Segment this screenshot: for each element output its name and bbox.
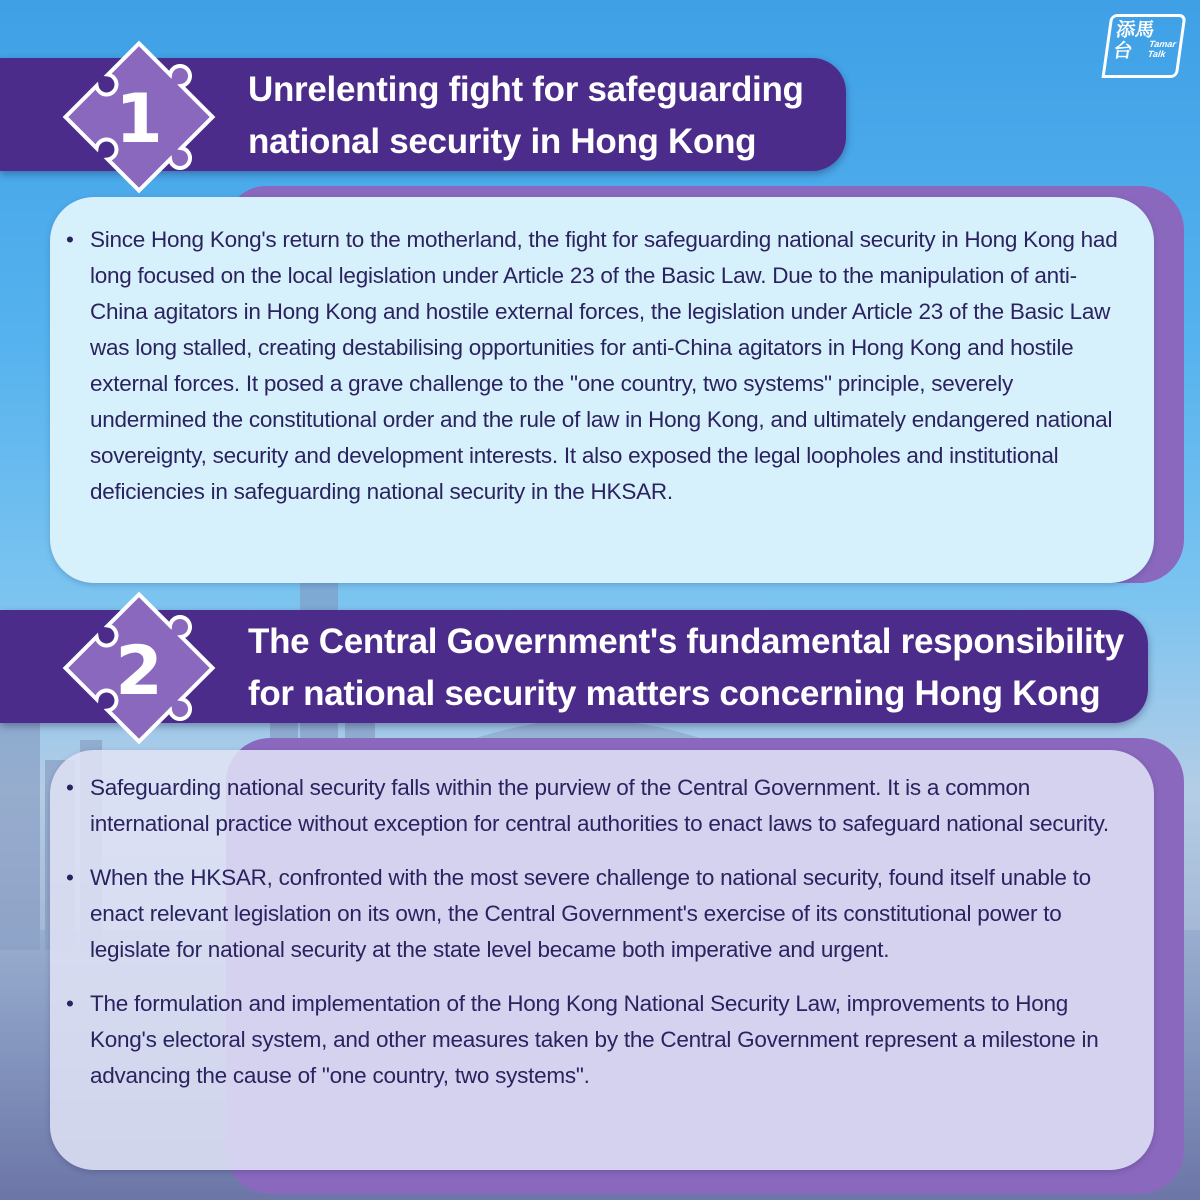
list-item [66, 860, 1132, 968]
section-1-title-line2: national security in Hong Kong [248, 122, 757, 161]
list-item [66, 770, 1132, 842]
list-item-text: When the HKSAR, confronted with the most severe challenge to national security, found itself unable to enact relevant legislation on its own, the Central Government's exercise of its constitutional power to legislate for national security at the state level became both imperative and urgent. [90, 865, 1091, 962]
bullet-dot-icon: • [66, 227, 74, 252]
bullet-dot-icon: • [66, 991, 74, 1016]
list-item [66, 222, 1132, 510]
list-item-text: Since Hong Kong's return to the motherland, the fight for safeguarding national security in Hong Kong had long focused on the local legislation under Article 23 of the Basic Law. Due to the manipulation of anti-China agitators in Hong Kong and hostile external forces, the legislation under Article 23 of the Basic Law was long stalled, creating destabilising opportunities for anti-China agitators in Hong Kong and hostile external forces. It posed a grave challenge to the "one country, two systems" principle, severely undermined the constitutional order and the rule of law in Hong Kong, and ultimately endangered national sovereignty, security and development interests. It also exposed the legal loopholes and institutional deficiencies in safeguarding national security in the HKSAR. [90, 227, 1118, 504]
section-2-title-line2: for national security matters concerning Hong Kong [248, 674, 1101, 713]
bullet-dot-icon: • [66, 775, 74, 800]
list-item-text: Safeguarding national security falls within the purview of the Central Government. It is a common international practice without exception for central authorities to enact laws to safeguard national security. [90, 775, 1109, 836]
section-2-title [248, 616, 1124, 720]
section-2-bullet-list [66, 770, 1132, 1112]
logo-chinese-text: 添馬台 [1111, 19, 1156, 62]
section-1-title [248, 64, 804, 168]
list-item-text: The formulation and implementation of the Hong Kong National Security Law, improvements to Hong Kong's electoral system, and other measures taken by the Central Government represent a milestone in advancing the cause of "one country, two systems". [90, 991, 1099, 1088]
list-item [66, 986, 1132, 1094]
section-2-number: 2 [115, 632, 163, 711]
tamar-talk-logo [1102, 14, 1187, 78]
section-1-number: 1 [115, 80, 163, 159]
section-1-bullet-list [66, 222, 1132, 510]
section-2-title-line1: The Central Government's fundamental responsibility [248, 622, 1124, 661]
bullet-dot-icon: • [66, 865, 74, 890]
section-1-title-line1: Unrelenting fight for safeguarding [248, 70, 804, 109]
logo-english-text: Tamar Talk [1147, 39, 1177, 59]
